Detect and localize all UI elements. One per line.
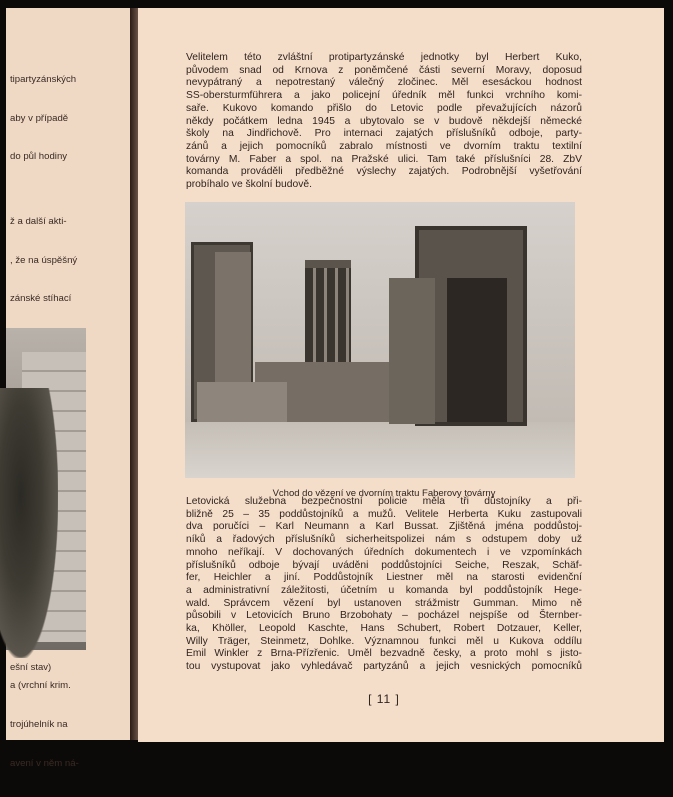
text-line: mnoho neříkají. V dochovaných úředních dokumentech i ve vzpomínkách — [186, 546, 582, 558]
text-line: Emil Winkler z Brna-Přízřenic. Uměl bezvadně česky, a proto mohl s jisto- — [186, 648, 582, 660]
text-line: níků a řadových příslušníků sicherheitspolizei nám s odstupem doby už — [186, 534, 582, 546]
page-number: [ 11 ] — [368, 692, 400, 706]
text-line: továrny M. Faber a spol. na Pražské ulici. Tam také příslušníci 28. ZbV — [186, 153, 582, 165]
text-line: a (vrchní krim. — [10, 680, 71, 692]
text-line: zánů a jejich pomocníků zabralo místnosti ve dvorním traktu textilní — [186, 140, 582, 152]
text-line: avení v něm ná- — [10, 757, 79, 769]
photo-window — [305, 260, 351, 368]
photo-doorway — [447, 278, 507, 422]
text-line: SS-obersturmführera a jako policejní úředník měl funkci vrchního komi- — [186, 90, 582, 102]
text-line: nevypátraný a nepotrestaný válečný zločinec. Měl esesáckou hodnost — [186, 77, 582, 89]
text-line: saře. Kukovo komando přišlo do Letovic podle převažujících názorů — [186, 102, 582, 114]
text-line: příslušníků odboje bývají uváděni poddůstojníci Seiche, Reszak, Schäf- — [186, 559, 582, 571]
text-line: , že na úspěšný — [10, 254, 78, 266]
text-line: trojúhelník na — [10, 719, 68, 731]
book-gutter — [130, 8, 138, 740]
text-line: do půl hodiny — [10, 151, 68, 163]
right-page — [138, 8, 664, 742]
text-line: a administrativní záležitosti, účetním u komanda byl poddůstojník Hege- — [186, 584, 582, 596]
text-line: působili v Letovicích Bruno Brzobohaty – pocházel nejspíše od Šternber- — [186, 610, 582, 622]
left-photo-caption: ešní stav) — [10, 662, 52, 673]
text-line: wald. Správcem vězení byl ustanoven strážmistr Gumman. Mimo ně — [186, 597, 582, 609]
text-line: aby v případě — [10, 112, 69, 124]
left-page — [6, 8, 130, 769]
text-line: zánské stíhací — [10, 293, 72, 305]
photo-caption: Vchod do vězení ve dvorním traktu Faberovy továrny — [272, 488, 496, 499]
text-line: bližně 25 – 35 poddůstojníků a mužů. Velitele Herberta Kuku zastupovali — [186, 508, 582, 520]
text-line: ka, Khöller, Leopold Kaschte, Hans Schubert, Robert Dotzauer, Keller, — [186, 623, 582, 635]
photo-open-door — [389, 278, 435, 424]
text-line: komanda prováděli předběžné výslechy zajatých. Podrobnější vyšetřování — [186, 166, 582, 178]
text-line: původem snad od Krnova z poněmčené části severní Moravy, doposud — [186, 64, 582, 76]
text-line: někdy počátkem ledna 1945 a ubytovalo se v budově někdejší německé — [186, 115, 582, 127]
text-line: dva poručíci – Karl Neumann a Karl Bussat. Zjištěná jména poddůstoj- — [186, 521, 582, 533]
text-line: ž a další akti- — [10, 215, 67, 227]
left-page-photo — [6, 328, 86, 650]
factory-courtyard-photo — [185, 202, 575, 478]
tree-foliage — [0, 388, 58, 658]
text-line: Letovická služebna bezpečnostní policie měla tři důstojníky a při- — [186, 496, 582, 507]
text-line: školy na Jindřichově. Pro internaci zajatých příslušníků odboje, party- — [186, 128, 582, 140]
text-line: Willy Träger, Steinmetz, Dohlke. Významnou funkci měl u Kukova oddílu — [186, 635, 582, 647]
paragraph-2 — [186, 496, 582, 674]
text-line: fer, Heichler a jiní. Poddůstojník Liestner měl na starosti evidenční — [186, 572, 582, 584]
photo-crates — [197, 382, 287, 422]
paragraph-1 — [186, 52, 582, 192]
text-line: tou vystupovat jako vyhledávač partyzánů a jejich vesnických pomocníků — [186, 661, 582, 673]
text-line: Velitelem této zvláštní protipartyzánské jednotky byl Herbert Kuko, — [186, 52, 582, 63]
text-line: probíhalo ve školní budově. — [186, 179, 312, 191]
text-line: tipartyzánských — [10, 73, 77, 85]
photo-ground — [185, 422, 575, 478]
